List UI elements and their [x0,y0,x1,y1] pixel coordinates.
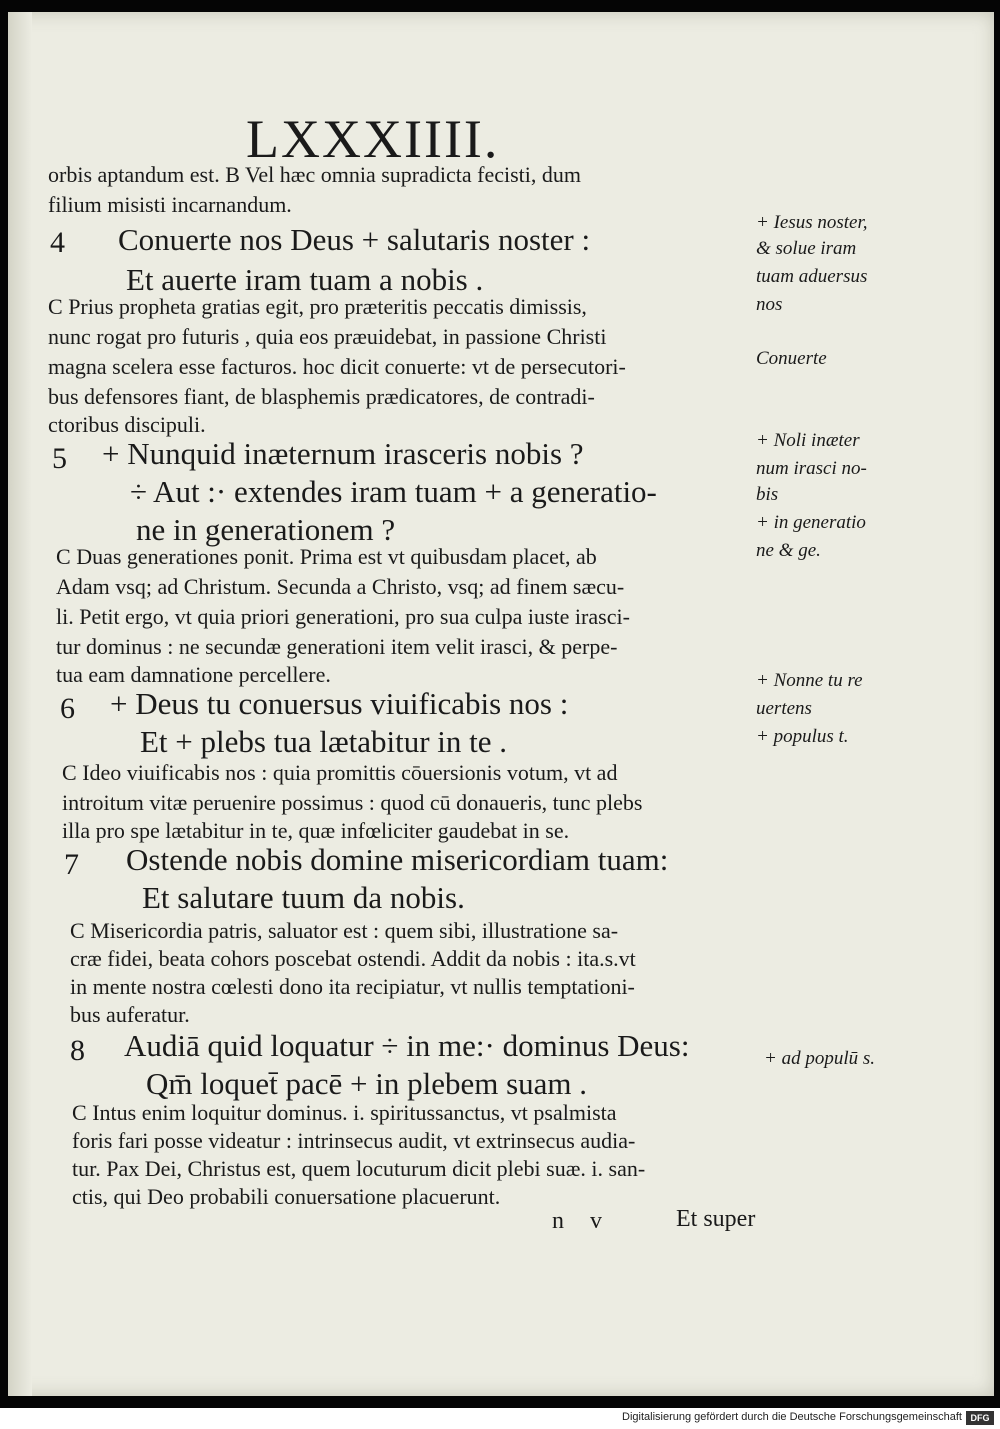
margin-note: bis [756,484,779,505]
text-line: Adam vsq; ad Christum. Secunda a Christo, vsq; ad finem sæcu- [56,574,625,599]
verse-line: + Nunquid inæternum irasceris nobis ? [102,436,584,471]
verse-line: Ostende nobis domine misericordiam tuam: [126,842,669,877]
text-line: foris fari posse videatur : intrinsecus audit, vt extrinsecus audia- [72,1128,636,1153]
text-line: ctis, qui Deo probabili conuersatione placuerunt. [72,1184,501,1209]
text-line: Intus enim loquitur dominus. i. spiritussanctus, vt psalmista [92,1100,617,1125]
verse-number: 4 [50,226,65,259]
text-line: nunc rogat pro futuris , quia eos præuidebat, in passione Christi [48,324,607,349]
verse-line: Conuerte nos Deus + salutaris noster : [118,222,591,257]
verse-line: Qm̄ loquet̄ pacē + in plebem suam . [146,1066,588,1101]
margin-note: ne & ge. [756,540,821,561]
margin-note: + in generatio [756,512,866,533]
margin-note: uertens [756,698,812,719]
margin-note: + populus t. [756,726,849,747]
margin-note: + Iesus noster, [756,212,868,233]
text-line: bus defensores fiant, de blasphemis prædicatores, de contradi- [48,384,595,409]
text-line: tur dominus : ne secundæ generationi item velit irasci, & perpe- [56,634,618,659]
margin-note: + Nonne tu re [756,670,863,691]
text-line: in mente nostra cœlesti dono ita recipiatur, vt nullis temptationi- [70,974,635,999]
text-line: tua eam damnatione percellere. [56,662,331,687]
verse-line: Et + plebs tua lætabitur in te . [140,724,508,759]
margin-note: + Noli inæter [756,430,860,451]
verse-number: 5 [52,442,67,475]
verse-line: Audiā quid loquatur ÷ in me:· dominus Deus: [124,1028,690,1063]
text-line: ctoribus discipuli. [48,412,206,437]
paragraph-mark: C [72,1100,87,1125]
dfg-logo: DFG [966,1411,994,1425]
text-line: orbis aptandum est. B Vel hæc omnia supradicta fecisti, dum [48,162,581,187]
margin-note: num irasci no- [756,458,867,479]
margin-note: nos [756,294,783,315]
margin-note: & solue iram [756,238,857,259]
book-page [8,12,994,1396]
verse-number: 7 [64,848,79,881]
margin-note: Conuerte [756,348,827,369]
paragraph-mark: C [48,294,63,319]
verse-line: Et auerte iram tuam a nobis . [126,262,484,297]
page-gutter [8,12,32,1396]
verse-number: 6 [60,692,75,725]
verse-line: + Deus tu conuersus viuificabis nos : [110,686,569,721]
text-line: Duas generationes ponit. Prima est vt quibusdam placet, ab [76,544,597,569]
margin-note: + ad populū s. [764,1048,875,1069]
verse-number: 8 [70,1034,85,1067]
folio-number: LXXXIIII. [246,109,500,169]
paragraph-mark: C [70,918,85,943]
text-line: li. Petit ergo, vt quia priori generationi, pro sua culpa iuste irasci- [56,604,630,629]
signature-mark: n v [552,1208,612,1234]
margin-note: tuam aduersus [756,266,868,287]
text-line: cræ fidei, beata cohors poscebat ostendi. Addit da nobis : ita.s.vt [70,946,636,971]
paragraph-mark: C [56,544,71,569]
text-line: illa pro spe lætabitur in te, quæ infœliciter gaudebat in se. [62,818,570,843]
text-line: introitum vitæ peruenire possimus : quod cū donaueris, tunc plebs [62,790,643,815]
text-line: tur. Pax Dei, Christus est, quem locuturum dicit plebi suæ. i. san- [72,1156,646,1181]
text-line: filium misisti incarnandum. [48,192,292,217]
verse-line: ne in generationem ? [136,512,396,547]
text-line: Misericordia patris, saluator est : quem sibi, illustratione sa- [90,918,619,943]
funding-credit: Digitalisierung gefördert durch die Deutsche Forschungsgemeinschaft [622,1411,962,1423]
catchword: Et super [676,1206,756,1232]
text-line: bus auferatur. [70,1002,190,1027]
verse-line: ÷ Aut :· extendes iram tuam + a generatio- [130,474,657,509]
paragraph-mark: C [62,760,77,785]
verse-line: Et salutare tuum da nobis. [142,880,465,915]
text-line: Prius propheta gratias egit, pro præteritis peccatis dimissis, [68,294,587,319]
text-line: magna scelera esse facturos. hoc dicit conuerte: vt de persecutori- [48,354,626,379]
credit-bar [0,1408,1000,1429]
text-line: Ideo viuificabis nos : quia promittis cōuersionis votum, vt ad [82,760,618,785]
